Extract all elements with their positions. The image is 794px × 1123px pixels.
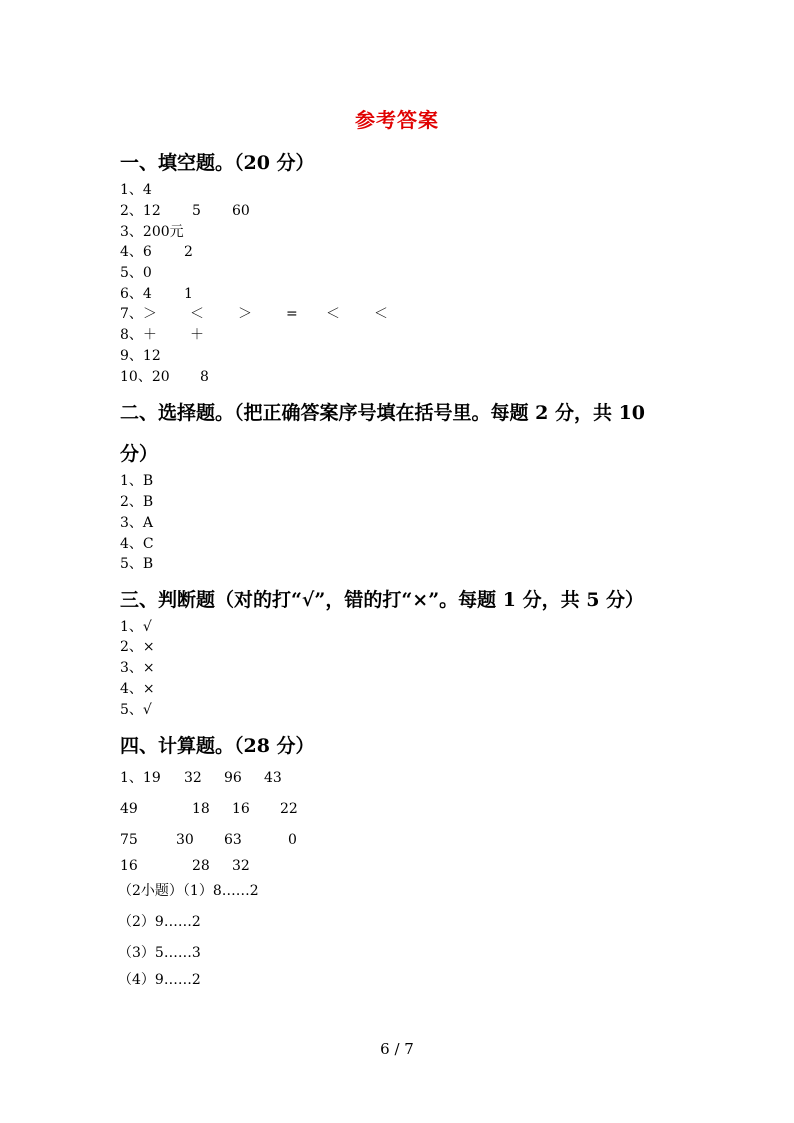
- answer-cell: ＜: [190, 306, 204, 322]
- calc-sub-2: （2）9……2: [118, 914, 201, 930]
- answer-cell: =: [286, 306, 298, 322]
- answer-cell: 9、12: [120, 348, 161, 364]
- calc-cell: 0: [288, 832, 297, 848]
- answer-cell: 1、4: [120, 182, 152, 198]
- calc-sub-3: （3）5……3: [118, 945, 201, 961]
- calc-cell: 32: [232, 858, 250, 874]
- judge-answer-4: 4、×: [120, 681, 155, 697]
- answer-cell: ＜: [326, 306, 340, 322]
- page-number: 6 / 7: [380, 1040, 414, 1058]
- answer-cell: ＋: [190, 327, 204, 343]
- choice-answer-2: 2、B: [120, 494, 154, 510]
- choice-answer-1: 1、B: [120, 473, 154, 489]
- answer-cell: 60: [232, 203, 250, 219]
- calc-cell: 30: [176, 832, 194, 848]
- answer-cell: 8、＋: [120, 327, 157, 343]
- answer-cell: 5: [192, 203, 201, 219]
- judge-answer-5: 5、√: [120, 702, 152, 718]
- calc-cell: 63: [224, 832, 242, 848]
- judge-answer-3: 3、×: [120, 660, 155, 676]
- calc-sub-1: （2小题）（1）8……2: [118, 883, 259, 899]
- section2-heading-line2: 分）: [120, 443, 159, 465]
- section1-heading: 一、填空题。（20 分）: [120, 152, 315, 174]
- section3-heading: 三、判断题（对的打“√”，错的打“×”。每题 1 分，共 5 分）: [120, 589, 645, 611]
- answer-cell: 5、0: [120, 265, 152, 281]
- judge-answer-1: 1、√: [120, 619, 152, 635]
- answer-title: 参考答案: [355, 108, 439, 132]
- calc-cell: 18: [192, 801, 210, 817]
- calc-cell: 22: [280, 801, 298, 817]
- calc-sub-4: （4）9……2: [118, 972, 201, 988]
- answer-cell: ＞: [238, 306, 252, 322]
- calc-cell: 1、19: [120, 770, 161, 786]
- calc-cell: 32: [184, 770, 202, 786]
- calc-cell: 75: [120, 832, 138, 848]
- answer-cell: 10、20: [120, 369, 170, 385]
- choice-answer-3: 3、A: [120, 515, 154, 531]
- section4-heading: 四、计算题。（28 分）: [120, 735, 315, 757]
- judge-answer-2: 2、×: [120, 639, 155, 655]
- choice-answer-5: 5、B: [120, 556, 154, 572]
- answer-cell: 2: [184, 244, 193, 260]
- calc-cell: 49: [120, 801, 138, 817]
- answer-cell: ＜: [374, 306, 388, 322]
- calc-cell: 43: [264, 770, 282, 786]
- section2-heading-line1: 二、选择题。（把正确答案序号填在括号里。每题 2 分，共 10: [120, 402, 646, 424]
- choice-answer-4: 4、C: [120, 536, 154, 552]
- calc-cell: 28: [192, 858, 210, 874]
- answer-cell: 4、6: [120, 244, 152, 260]
- answer-cell: 1: [184, 286, 193, 302]
- answer-cell: 2、12: [120, 203, 161, 219]
- answer-cell: 8: [200, 369, 209, 385]
- calc-cell: 16: [232, 801, 250, 817]
- answer-cell: 6、4: [120, 286, 152, 302]
- answer-cell: 7、＞: [120, 306, 157, 322]
- answer-cell: 3、200元: [120, 224, 184, 240]
- calc-cell: 96: [224, 770, 242, 786]
- calc-cell: 16: [120, 858, 138, 874]
